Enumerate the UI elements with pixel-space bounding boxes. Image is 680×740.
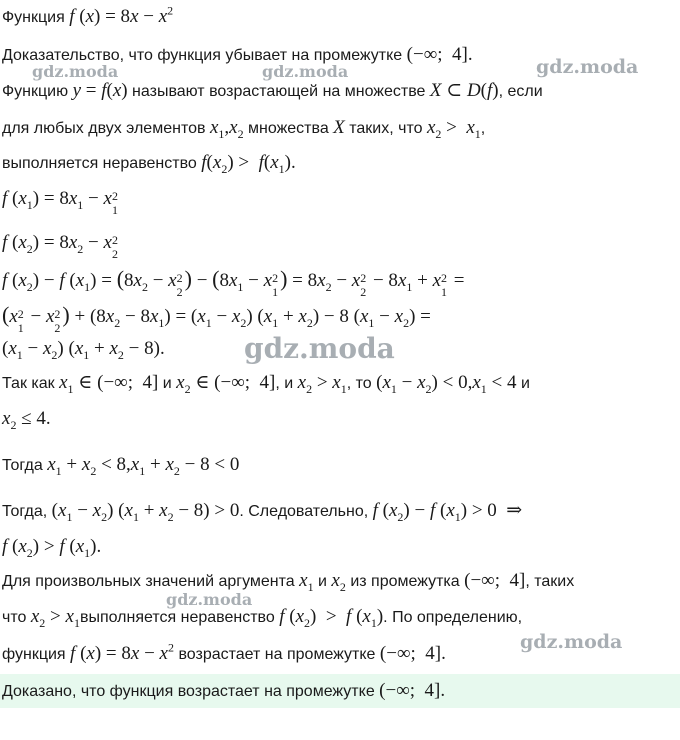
watermark: gdz.moda: [262, 62, 349, 81]
sum-condition-line: Тогда $x_1 + x_2 < 8,x_1 + x_2 - 8 < 0$: [2, 454, 240, 478]
condition-line-2: $x_2 \le 4$.: [2, 408, 51, 432]
proof-statement-line: Доказательство, что функция убывает на промежутке (−∞; 4].: [2, 44, 473, 65]
final-line-1: Для произвольных значений аргумента $x_1$ и $x_2$ из промежутка (−∞; 4], таких: [2, 570, 575, 594]
formula-f-x2: f $(x_2) = 8x_2 - x$ 2 2: [2, 232, 118, 261]
difference-formula-3: $(x_1 - x_2) (x_1 + x_2 - 8)$.: [2, 338, 165, 362]
watermark: gdz.moda: [166, 590, 253, 609]
conclusion-line-2: f $(x_2) > f$ $(x_1)$.: [2, 536, 102, 560]
definition-line-3: выполняется неравенство $f(x_2) > f(x_1)$.: [2, 152, 296, 176]
proved-statement: Доказано, что функция возрастает на промежутке (−∞; 4].: [2, 680, 446, 701]
watermark: gdz.moda: [536, 56, 639, 78]
formula-f-x1: f $(x_1) = 8x_1 - x$ 2 1: [2, 188, 118, 217]
difference-formula-1: f $(x_2) - f$ $(x_1) = (8x_2 - x$ 2 2 ) − ($8x_1 - x$ 2 1 ) = $8x_2 - x$ 2 2 − $8x_1 + x$ 2 1 =: [2, 266, 465, 299]
definition-line-1: Функцию y = f(x) называют возрастающей на множестве X ⊂ D(f), если: [2, 80, 543, 101]
difference-formula-2: (x 2 1 − x 2 2 ) + $(8x_2 - 8x_1) = (x_1 - x_2) (x_1 + x_2) - 8$ $(x_1 - x_2)$ =: [2, 302, 431, 335]
final-line-3: функция f $(x) = 8x - x^2$ возрастает на промежутке (−∞; 4].: [2, 640, 446, 664]
watermark: gdz.moda: [244, 332, 395, 365]
definition-line-2: для любых двух элементов $x_1,x_2$ множества X таких, что $x_2 > x_1$,: [2, 117, 486, 141]
condition-line-1: Так как $x_1$ ∈ (−∞; 4] и $x_2$ ∈ (−∞; 4], и $x_2 > x_1$, то $(x_1 - x_2) < 0,x_1 < 4$ и: [2, 372, 530, 396]
conclusion-line-1: Тогда, $(x_1 - x_2) (x_1 + x_2 - 8) > 0$. Следовательно, f $(x_2) - f$ $(x_1) > 0$ ⇒: [2, 500, 523, 524]
watermark: gdz.moda: [520, 631, 623, 653]
final-line-2: что $x_2$ > $x_1выполняется$ неравенство f $(x_2) > f$ $(x_1)$. По определению,: [2, 606, 523, 630]
watermark: gdz.moda: [32, 62, 119, 81]
function-definition-line: Функция f $(x) = 8x - x^2$: [2, 3, 174, 27]
